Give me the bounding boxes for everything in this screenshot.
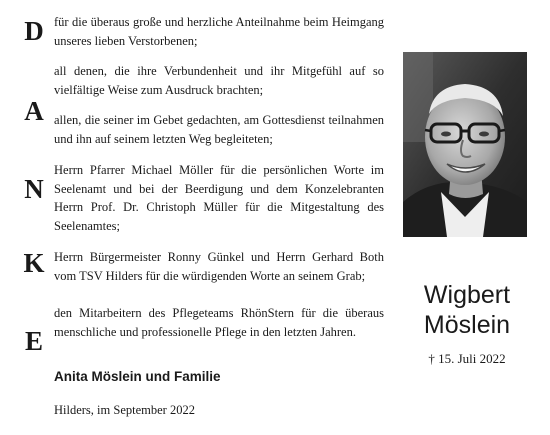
letter-e: E: [24, 326, 43, 356]
portrait-illustration: [403, 52, 527, 237]
signature: Anita Möslein und Familie: [54, 369, 221, 384]
deceased-last-name: Möslein: [423, 311, 511, 339]
paragraph-gebet: allen, die seiner im Gebet gedachten, am Gottesdienst teilnahmen und ihn auf seinem letzten Weg begleiteten;: [54, 113, 384, 146]
paragraph-pflegeteam: den Mitarbeitern des Pflegeteams RhönStern für die überaus menschliche und professionelle Pflege in den letzten Jahren.: [54, 306, 384, 339]
deceased-first-name: Wigbert: [423, 281, 511, 309]
paragraph-pfarrer: Herrn Pfarrer Michael Möller für die persönlichen Worte im Seelenamt und bei der Beerdigung und dem Konzelebranten Herrn Prof. Dr. Christoph Müller für die Mitgestaltung des Seelenamtes;: [54, 163, 384, 233]
letter-a: A: [24, 96, 44, 126]
deceased-name: [396, 280, 538, 340]
paragraph-buergermeister: Herrn Bürgermeister Ronny Günkel und Herrn Gerhard Both vom TSV Hilders für die würdigenden Worte an seinem Grab;: [54, 250, 384, 283]
paragraph-verbundenheit: all denen, die ihre Verbundenheit und ihr Mitgefühl auf so vielfältige Weise zum Ausdruck brachten;: [54, 64, 384, 97]
letter-d: D: [24, 16, 44, 46]
paragraph-anteilnahme: für die überaus große und herzliche Anteilnahme beim Heimgang unseres lieben Verstorbenen;: [54, 15, 384, 48]
letter-k: K: [23, 248, 45, 278]
letter-n: N: [24, 174, 44, 204]
place-date: Hilders, im September 2022: [54, 403, 195, 417]
death-date: † 15. Juli 2022: [428, 351, 506, 366]
portrait-photo: [403, 52, 527, 237]
